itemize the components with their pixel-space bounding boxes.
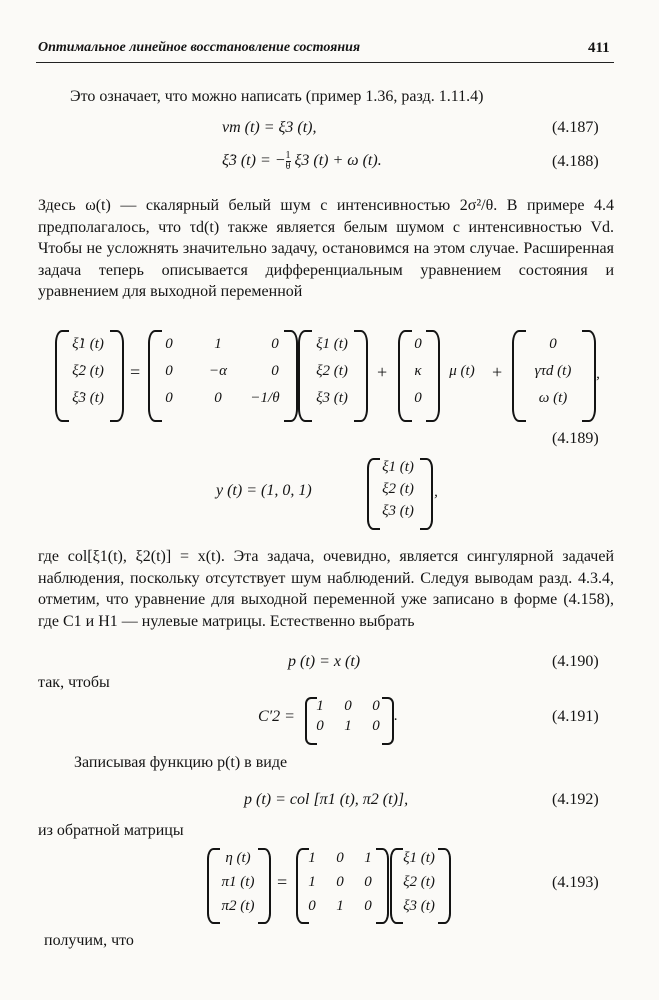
lhs-vec-0: ξ̇1 (t) [72,336,104,352]
y-vec-2: ξ3 (t) [382,503,414,519]
equation-number-4-192: (4.192) [552,791,599,808]
x-vec-0: ξ1 (t) [403,850,435,866]
paragraph-singular-problem: где col[ξ1(t), ξ2(t)] = x(t). Эта задача, очевидно, является сингулярной задачей наблюдения, поскольку отсутствует шум наблюдений. Следуя выводам разд. 4.3.4, отметим, что уравнение для выходной переменной уже записано в форме (4.158), где C1 и H1 — нулевые матрицы. Естественно выбрать [38,548,614,630]
M-2-1: 1 [336,898,344,914]
A-1-0: 0 [165,363,173,379]
A-2-0: 0 [165,390,173,406]
C2-0-2: 0 [372,698,380,714]
x-vec-1: ξ2 (t) [403,874,435,890]
equation-4-187: νm (t) = ξ3 (t), [222,119,317,136]
M-1-2: 0 [364,874,372,890]
y-vec-0: ξ1 (t) [382,459,414,475]
C2-1-2: 0 [372,718,380,734]
so-that-text: так, чтобы [38,674,110,691]
output-equation-lhs: y (t) = (1, 0, 1) [216,482,312,499]
lhs-vec-1: ξ̇2 (t) [72,363,104,379]
equals-sign: = [128,362,142,382]
plus-sign: + [490,362,504,382]
eq188-rhs: ξ3 (t) + ω (t). [294,152,382,170]
comma: , [596,366,600,382]
equation-number-4-191: (4.191) [552,708,599,725]
b-vec-0: 0 [414,336,422,352]
running-header-title: Оптимальное линейное восстановление состояния [38,40,361,55]
w-vec-2: ω (t) [538,390,568,406]
paren-right [376,848,389,924]
M-0-2: 1 [364,850,372,866]
paren-right [426,330,440,422]
writing-text: Записывая функцию p(t) в виде [74,754,288,771]
lhs-vec-2: ξ̇3 (t) [72,390,104,406]
header-rule [36,62,614,63]
A-1-2: 0 [271,363,279,379]
A-0-2: 0 [271,336,279,352]
x-vec-1: ξ2 (t) [316,363,348,379]
we-get-text: получим, что [44,932,134,949]
equation-4-188: ξ̇3 (t) = − $\frac{1}{\theta}$ ξ3 (t) + ω (t). [222,150,382,172]
M-1-0: 1 [308,874,316,890]
C2-1-0: 0 [316,718,324,734]
equation-number-4-188: (4.188) [552,153,599,170]
equation-4-190: p (t) = x (t) [288,653,361,670]
w-vec-0: 0 [549,336,557,352]
b-vec-2: 0 [414,390,422,406]
y-vec-1: ξ2 (t) [382,481,414,497]
M-2-0: 0 [308,898,316,914]
C2-1-1: 1 [344,718,352,734]
paren-right [284,330,298,422]
A-2-2: −1/θ [250,390,280,406]
A-0-0: 0 [165,336,173,352]
intro-text: Это означает, что можно написать (пример 1.36, разд. 1.11.4) [70,88,484,105]
plus-sign: + [375,362,389,382]
C2-0-0: 1 [316,698,324,714]
from-inverse-text: из обратной матрицы [38,822,184,839]
paren-right [438,848,451,924]
mu-term: μ (t) [449,363,475,379]
lhs-vec-2: π2 (t) [221,898,255,914]
period: . [394,708,398,724]
x-vec-0: ξ1 (t) [316,336,348,352]
x-vec-2: ξ3 (t) [403,898,435,914]
paren-right [354,330,368,422]
w-vec-1: γτd (t) [534,363,572,379]
equals-sign: = [275,872,289,892]
M-0-0: 1 [308,850,316,866]
equation-number-4-189: (4.189) [552,430,599,447]
A-2-1: 0 [214,390,222,406]
C2-0-1: 0 [344,698,352,714]
M-0-1: 0 [336,850,344,866]
b-vec-1: κ [414,363,422,379]
paragraph-white-noise: Здесь ω(t) — скалярный белый шум с интенсивностью 2σ²/θ. В примере 4.4 предполагалось, что τd(t) также является белым шумом с интенсивностью Vd. Чтобы не усложнять значительно задачу, остановимся на этом случае. Расширенная задача теперь описывается дифференциальным уравнением состояния и уравнением для выходной переменной [38,197,614,300]
equation-4-192: p (t) = col [π1 (t), π2 (t)], [244,791,409,808]
equation-number-4-190: (4.190) [552,653,599,670]
M-1-1: 0 [336,874,344,890]
lhs-vec-1: π1 (t) [221,874,255,890]
equation-number-4-187: (4.187) [552,119,599,136]
eq188-lhs: ξ̇3 (t) = [222,152,275,170]
eq188-fraction: $\frac{1}{\theta}$ [285,150,291,172]
comma: , [434,484,438,500]
lhs-vec-0: η (t) [225,850,251,866]
A-1-1: −α [209,363,227,379]
equation-number-4-193: (4.193) [552,874,599,891]
equation-4-191-lhs: C′2 = [258,708,295,725]
x-vec-2: ξ3 (t) [316,390,348,406]
page-number: 411 [588,40,610,56]
M-2-2: 0 [364,898,372,914]
A-0-1: 1 [214,336,222,352]
